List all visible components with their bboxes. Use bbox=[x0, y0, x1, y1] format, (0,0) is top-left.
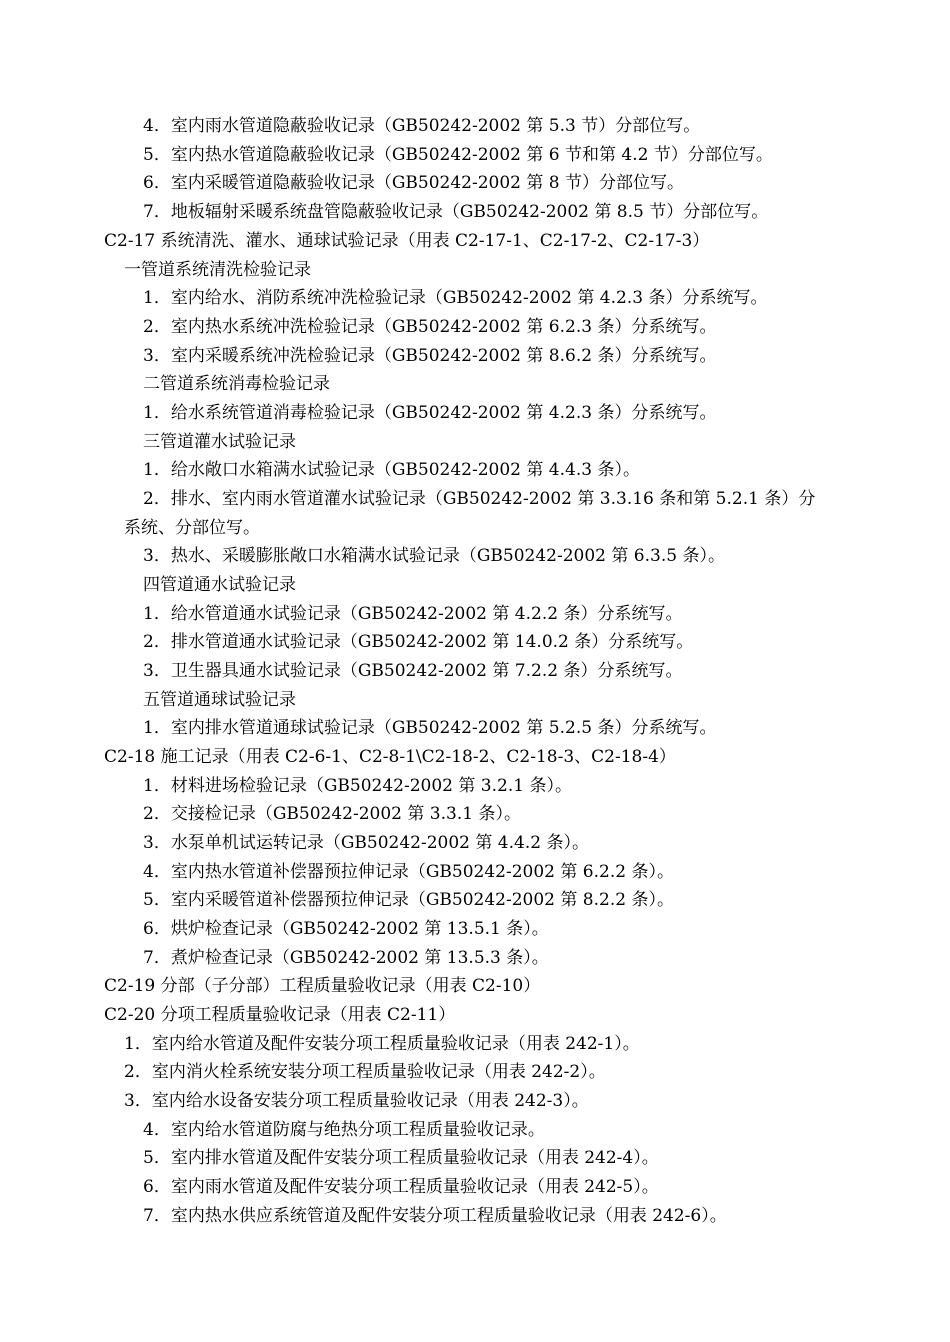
subsection-heading: 一管道系统清洗检验记录 bbox=[124, 260, 311, 280]
text-line: 3．水泵单机试运转记录（GB50242-2002 第 4.4.2 条）。 bbox=[143, 833, 589, 853]
text-line: 3．室内给水设备安装分项工程质量验收记录（用表 242-3）。 bbox=[124, 1091, 589, 1111]
text-line: 5．室内热水管道隐蔽验收记录（GB50242-2002 第 6 节和第 4.2 节）分部位写。 bbox=[143, 145, 773, 165]
text-line: 1．给水管道通水试验记录（GB50242-2002 第 4.2.2 条）分系统写。 bbox=[143, 604, 683, 624]
text-line: 1．室内给水、消防系统冲洗检验记录（GB50242-2002 第 4.2.3 条）分系统写。 bbox=[143, 288, 768, 308]
text-line: 2．交接检记录（GB50242-2002 第 3.3.1 条）。 bbox=[143, 804, 521, 824]
text-line: 6．烘炉检查记录（GB50242-2002 第 13.5.1 条）。 bbox=[143, 919, 549, 939]
text-line: 1．室内排水管道通球试验记录（GB50242-2002 第 5.2.5 条）分系统写。 bbox=[143, 718, 717, 738]
text-line: 4．室内热水管道补偿器预拉伸记录（GB50242-2002 第 6.2.2 条）。 bbox=[143, 862, 674, 882]
text-line: 1．给水敞口水箱满水试验记录（GB50242-2002 第 4.4.3 条）。 bbox=[143, 460, 640, 480]
subsection-heading: 三管道灌水试验记录 bbox=[143, 432, 296, 452]
text-line: 2．室内消火栓系统安装分项工程质量验收记录（用表 242-2）。 bbox=[124, 1062, 606, 1082]
text-line-continuation: 系统、分部位写。 bbox=[124, 518, 260, 538]
subsection-heading: 二管道系统消毒检验记录 bbox=[143, 374, 330, 394]
text-line: 3．热水、采暖膨胀敞口水箱满水试验记录（GB50242-2002 第 6.3.5 条）。 bbox=[143, 546, 725, 566]
subsection-heading: 五管道通球试验记录 bbox=[143, 690, 296, 710]
section-heading: C2-17 系统清洗、灌水、通球试验记录（用表 C2-17-1、C2-17-2、C2-17-3） bbox=[104, 231, 710, 251]
text-line: 7．室内热水供应系统管道及配件安装分项工程质量验收记录（用表 242-6）。 bbox=[143, 1206, 727, 1226]
section-heading: C2-18 施工记录（用表 C2-6-1、C2-8-1\C2-18-2、C2-18-3、C2-18-4） bbox=[104, 747, 676, 767]
text-line: 6．室内雨水管道及配件安装分项工程质量验收记录（用表 242-5）。 bbox=[143, 1177, 659, 1197]
text-line: 6．室内采暖管道隐蔽验收记录（GB50242-2002 第 8 节）分部位写。 bbox=[143, 173, 685, 193]
text-line: 5．室内采暖管道补偿器预拉伸记录（GB50242-2002 第 8.2.2 条）。 bbox=[143, 890, 674, 910]
text-line: 4．室内雨水管道隐蔽验收记录（GB50242-2002 第 5.3 节）分部位写。 bbox=[143, 116, 701, 136]
text-line: 4．室内给水管道防腐与绝热分项工程质量验收记录。 bbox=[143, 1120, 545, 1140]
text-line: 2．排水管道通水试验记录（GB50242-2002 第 14.0.2 条）分系统写。 bbox=[143, 632, 694, 652]
section-heading: C2-20 分项工程质量验收记录（用表 C2-11） bbox=[104, 1005, 456, 1025]
text-line: 1．室内给水管道及配件安装分项工程质量验收记录（用表 242-1）。 bbox=[124, 1034, 640, 1054]
text-line: 2．排水、室内雨水管道灌水试验记录（GB50242-2002 第 3.3.16 条和第 5.2.1 条）分 bbox=[143, 489, 816, 509]
text-line: 7．煮炉检查记录（GB50242-2002 第 13.5.3 条）。 bbox=[143, 948, 549, 968]
text-line: 1．给水系统管道消毒检验记录（GB50242-2002 第 4.2.3 条）分系统写。 bbox=[143, 403, 717, 423]
text-line: 2．室内热水系统冲洗检验记录（GB50242-2002 第 6.2.3 条）分系统写。 bbox=[143, 317, 717, 337]
text-line: 1．材料进场检验记录（GB50242-2002 第 3.2.1 条）。 bbox=[143, 776, 572, 796]
subsection-heading: 四管道通水试验记录 bbox=[143, 575, 296, 595]
text-line: 5．室内排水管道及配件安装分项工程质量验收记录（用表 242-4）。 bbox=[143, 1148, 659, 1168]
text-line: 3．室内采暖系统冲洗检验记录（GB50242-2002 第 8.6.2 条）分系统写。 bbox=[143, 346, 717, 366]
section-heading: C2-19 分部（子分部）工程质量验收记录（用表 C2-10） bbox=[104, 976, 541, 996]
text-line: 3．卫生器具通水试验记录（GB50242-2002 第 7.2.2 条）分系统写。 bbox=[143, 661, 683, 681]
text-line: 7．地板辐射采暖系统盘管隐蔽验收记录（GB50242-2002 第 8.5 节）分部位写。 bbox=[143, 202, 769, 222]
